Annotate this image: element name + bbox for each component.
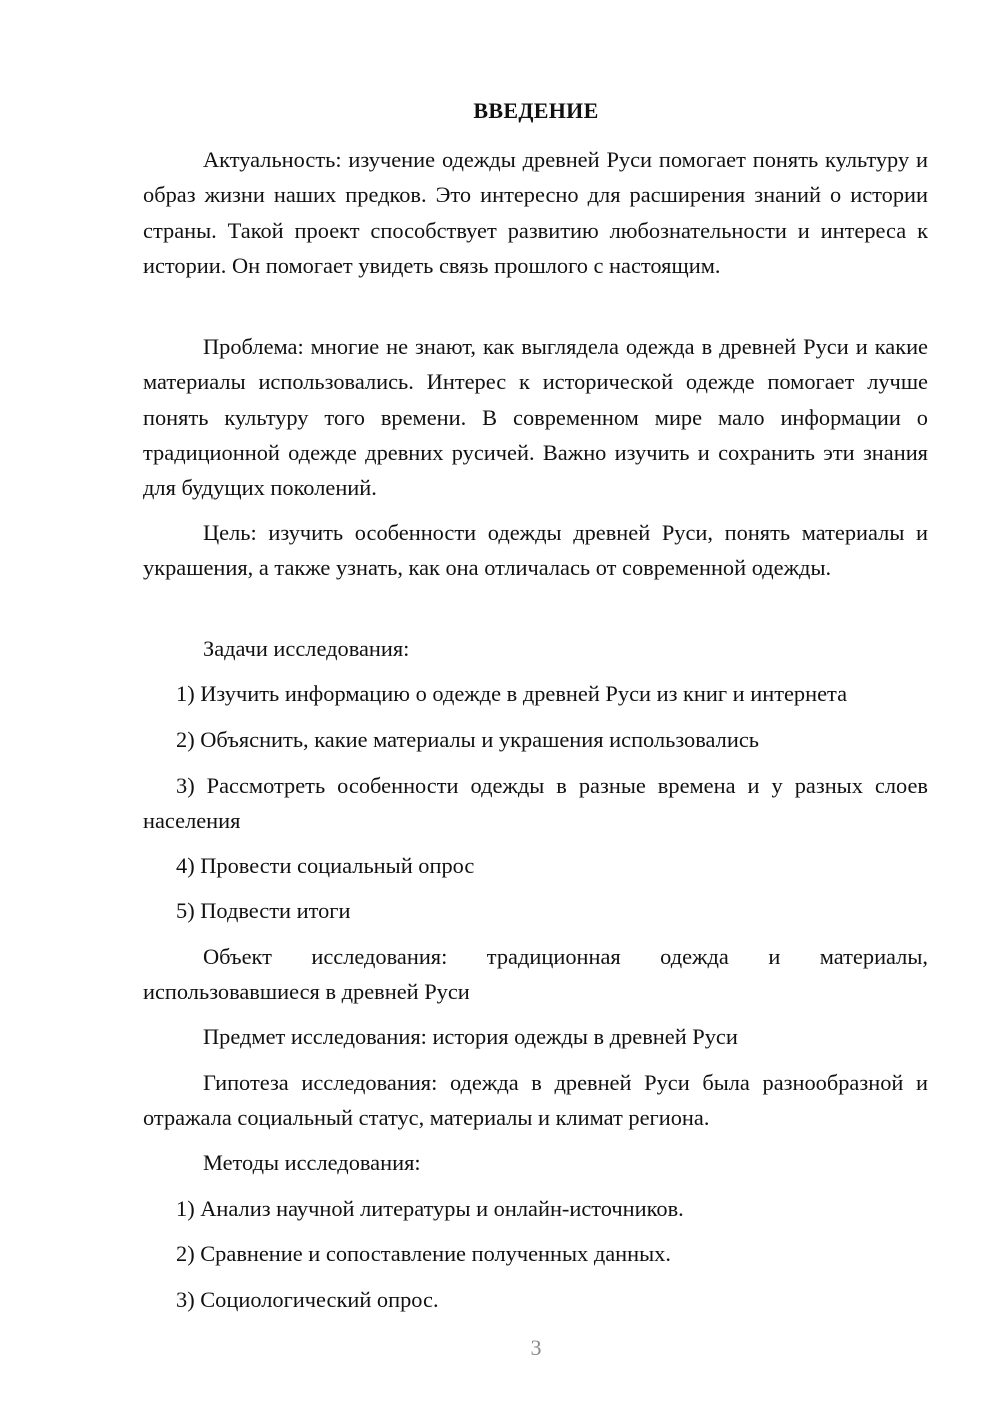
paragraph-subject: Предмет исследования: история одежды в древней Руси: [203, 1024, 738, 1049]
task-item: 4) Провести социальный опрос: [176, 853, 475, 878]
task-item: 1) Изучить информацию о одежде в древней Руси из книг и интернета: [176, 681, 848, 706]
methods-heading: Методы исследования:: [203, 1150, 421, 1175]
paragraph-relevance: Актуальность: изучение одежды древней Руси помогает понять культуру и образ жизни наших предков. Это интересно для расширения знаний о истории страны. Такой проект способствует развитию любознательности и интереса к истории. Он помогает увидеть связь прошлого с настоящим.: [143, 147, 928, 278]
task-item: 5) Подвести итоги: [176, 898, 351, 923]
method-item: 2) Сравнение и сопоставление полученных данных.: [176, 1241, 671, 1266]
paragraph-object: Объект исследования: традиционная одежда и материалы, использовавшиеся в древней Руси: [143, 944, 928, 1005]
task-item: 2) Объяснить, какие материалы и украшения использовались: [176, 727, 759, 752]
page-number: 3: [530, 1335, 542, 1360]
paragraph-goal: Цель: изучить особенности одежды древней Руси, понять материалы и украшения, а также узнать, как она отличалась от современной одежды.: [143, 520, 928, 581]
paragraph-problem: Проблема: многие не знают, как выглядела одежда в древней Руси и какие материалы использовались. Интерес к исторической одежде помогает лучше понять культуру того времени. В современном мире мало информации о традиционной одежде древних русичей. Важно изучить и сохранить эти знания для будущих поколений.: [143, 334, 928, 501]
method-item: 1) Анализ научной литературы и онлайн-источников.: [176, 1196, 684, 1221]
tasks-heading: Задачи исследования:: [203, 636, 410, 661]
section-title: ВВЕДЕНИЕ: [473, 98, 599, 123]
task-item: 3) Рассмотреть особенности одежды в разные времена и у разных слоев населения: [143, 773, 928, 834]
method-item: 3) Социологический опрос.: [176, 1287, 439, 1312]
paragraph-hypothesis: Гипотеза исследования: одежда в древней Руси была разнообразной и отражала социальный статус, материалы и климат региона.: [143, 1070, 928, 1131]
